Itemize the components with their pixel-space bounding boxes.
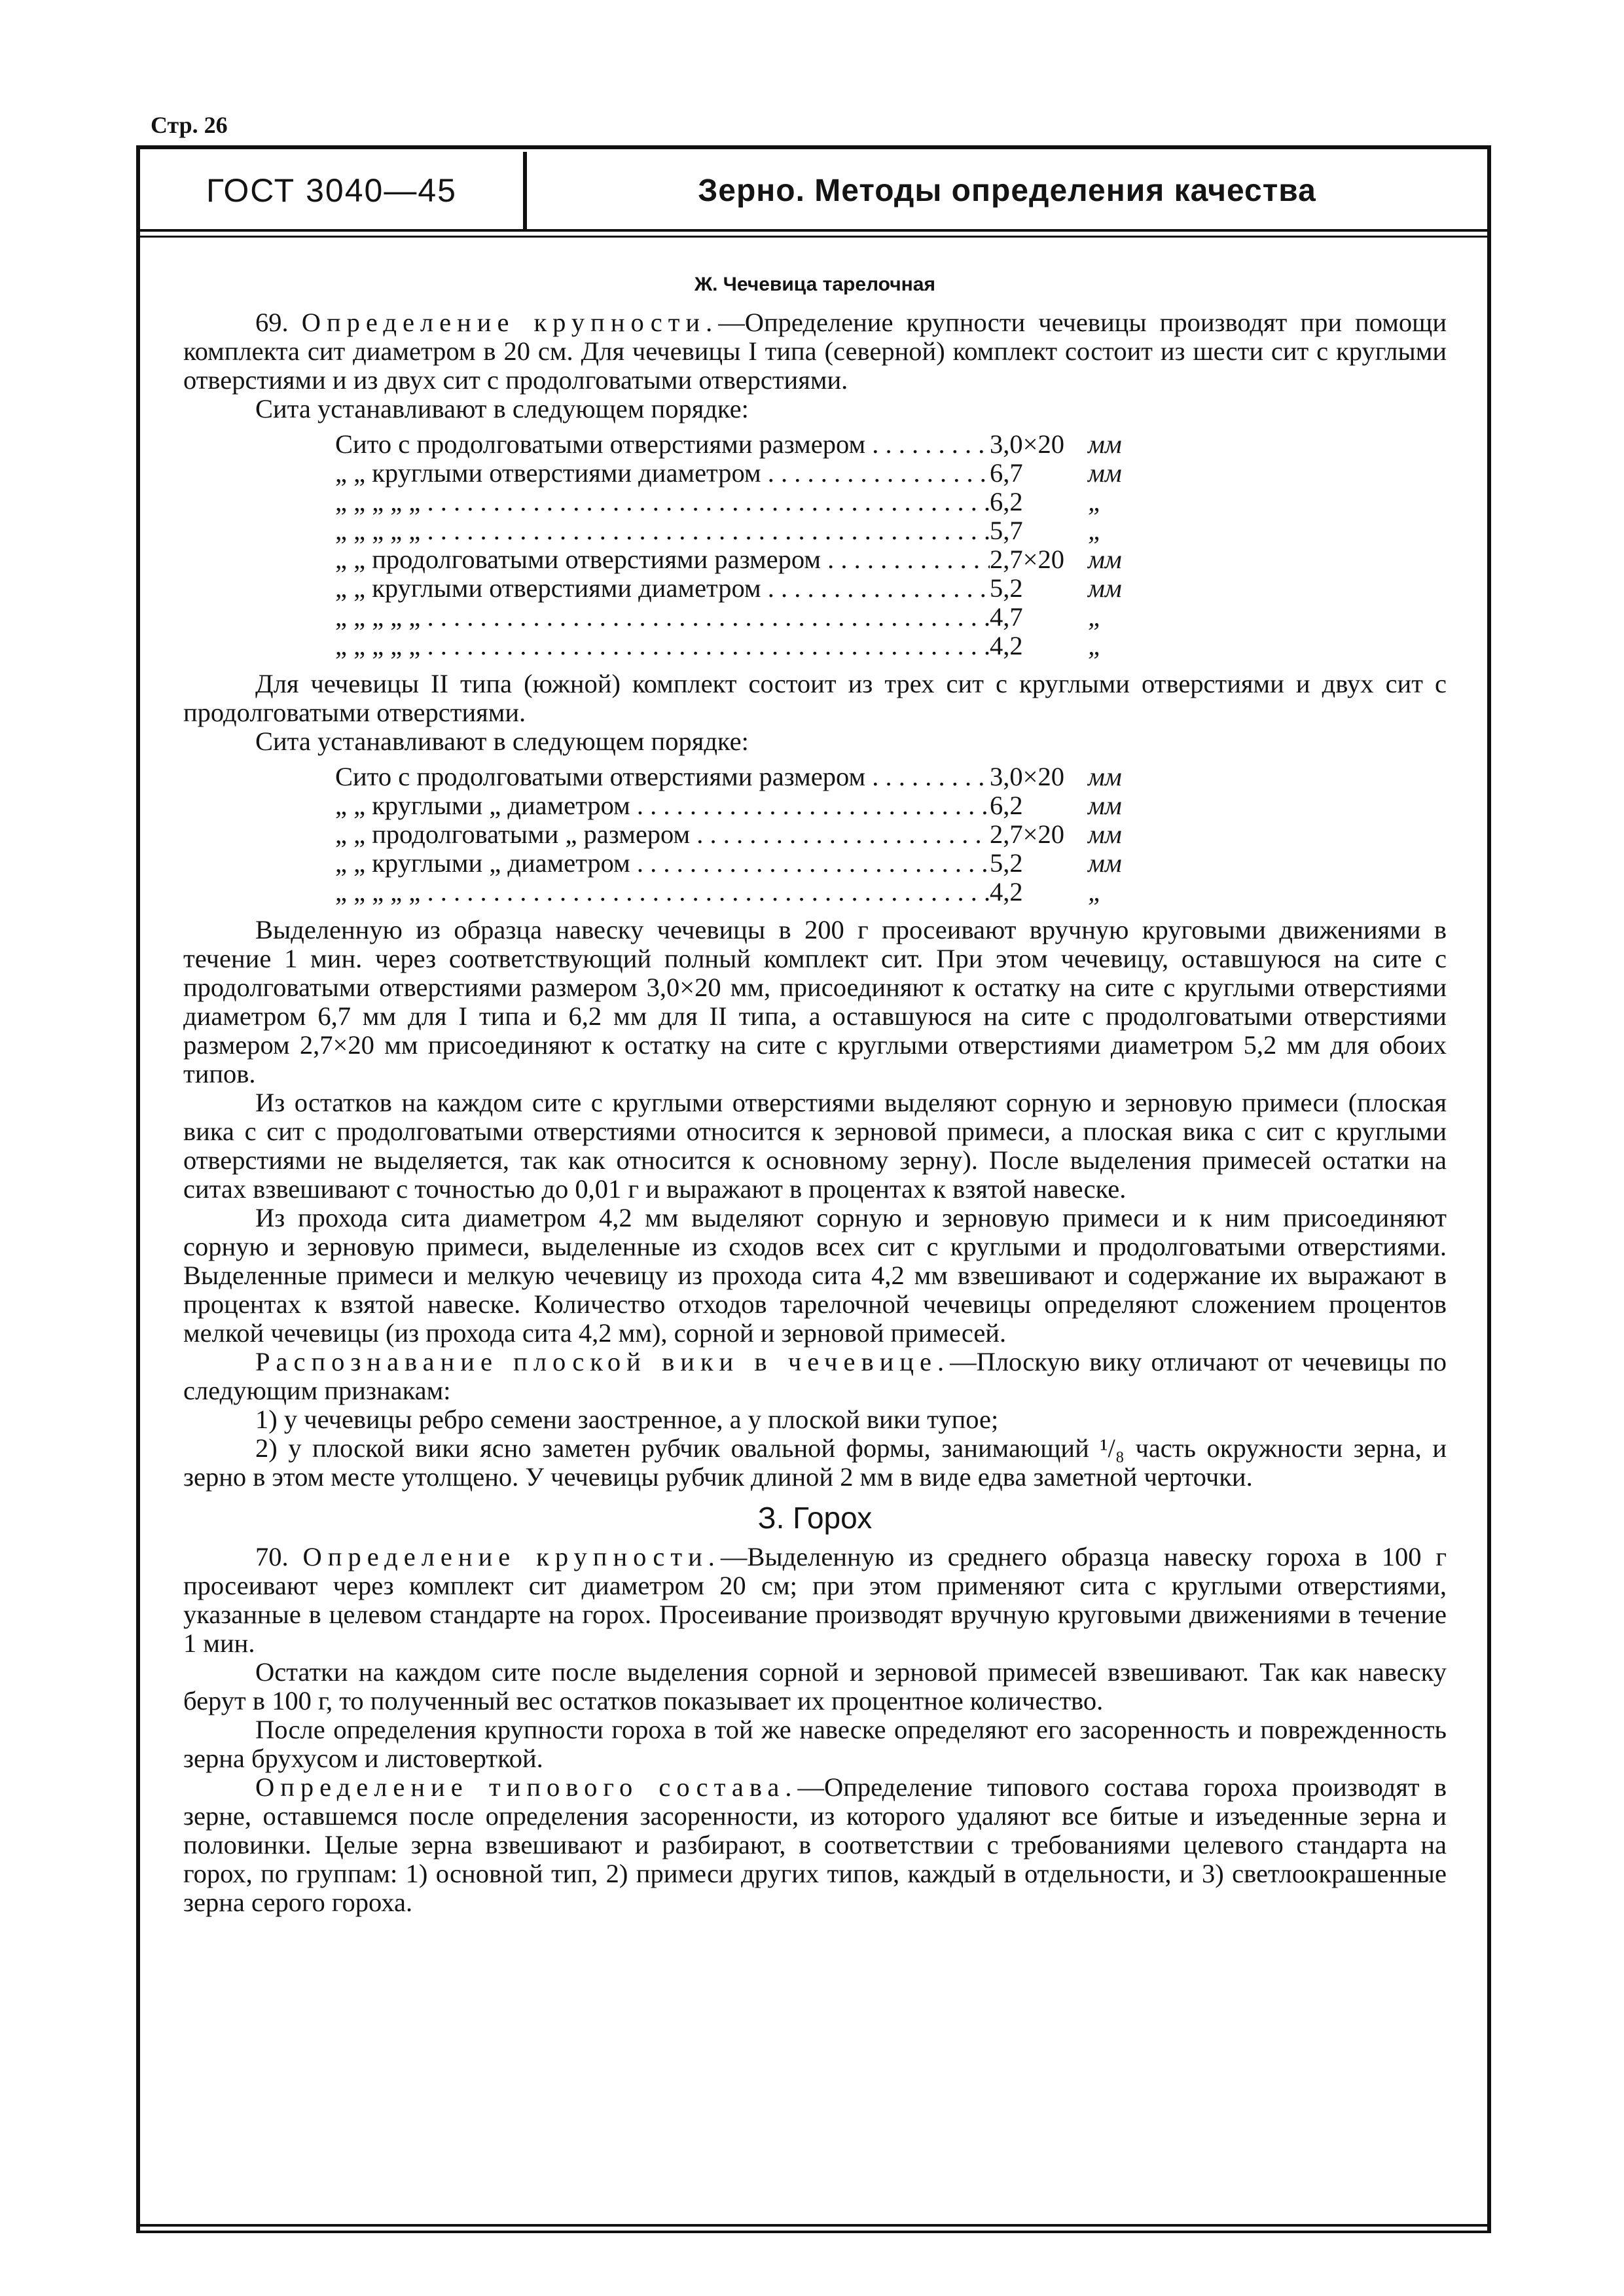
paragraph-type-composition	[183, 1773, 1447, 1917]
paragraph-70	[183, 1543, 1447, 1658]
sieve-unit: „	[1088, 602, 1103, 632]
table-row	[183, 762, 1447, 791]
sieve-size: 6,7	[990, 458, 1023, 488]
sieve-unit: мм	[1088, 819, 1122, 849]
sieve-name: „ „ „ „ „ . . .	[335, 878, 990, 906]
sieve-size: 3,0×20	[990, 429, 1064, 459]
sieve-name: „ „ „ „ „ . . .	[335, 516, 990, 545]
sieve-name: Сито с продолговатыми отверстиями размером . . .	[335, 430, 990, 459]
paragraph-contamination: После определения крупности гороха в той же навеске определяют его засоренность и поврежденность зерна брухусом и листоверткой.	[183, 1715, 1447, 1773]
paragraph-sifting: Выделенную из образца навеску чечевицы в 200 г просеивают вручную круговыми движениями в течение 1 мин. через соответствующий полный комплект сит. При этом чечевицу, оставшуюся на сите с продолговатыми отверстиями размером 3,0×20 мм, присоединяют к остатку на сите с круглыми отверстиями диаметром 6,7 мм для I типа и 6,2 мм для II типа, а оставшуюся на сите с продолговатыми отверстиями размером 2,7×20 мм присоединяют к остатку на сите с круглыми отверстиями диаметром 5,2 мм для обоих типов.	[183, 915, 1447, 1088]
paragraph-impurities: Из остатков на каждом сите с круглыми отверстиями выделяют сорную и зерновую примеси (плоская вика с сит с продолговатыми отверстиями относится к зерновой примеси, а плоская вика с сит с круглыми отверстиями не выделяется, так как относится к основному зерну). После выделения примесей остатки на ситах взвешивают с точностью до 0,01 г и выражают в процентах к взятой навеске.	[183, 1088, 1447, 1204]
sieve-size: 4,2	[990, 631, 1023, 660]
table-row	[183, 430, 1447, 459]
sieve-name: „ „ „ „ „ . . .	[335, 488, 990, 516]
list-item-vika-1: 1) у чечевицы ребро семени заостренное, а у плоской вики тупое;	[255, 1405, 999, 1434]
table-row	[183, 603, 1447, 632]
paragraph-number: 70.	[255, 1542, 289, 1571]
sieve-unit: мм	[1088, 545, 1122, 574]
paragraph-text: —Определение крупности чечевицы производят при помощи комплекта сит диаметром в 20 см. Для чечевицы I типа (северной) комплект состоит из шести сит с круглыми отверстиями и из двух сит с продолговатыми отверстиями.	[183, 308, 1447, 395]
sieve-size: 5,2	[990, 573, 1023, 603]
sieve-name: Сито с продолговатыми отверстиями размером . . .	[335, 762, 990, 791]
sieve-unit: „	[1088, 877, 1103, 906]
sieve-size: 6,2	[990, 487, 1023, 516]
paragraph-lead: Определение крупности.	[302, 1542, 721, 1571]
sieve-table-type2	[183, 762, 1447, 906]
sieve-table-type1	[183, 430, 1447, 660]
section-heading-lentil: Ж. Чечевица тарелочная	[695, 274, 935, 295]
sieve-unit: мм	[1088, 791, 1122, 820]
table-row	[183, 516, 1447, 545]
paragraph-type2: Для чечевицы II типа (южной) комплект состоит из трех сит с круглыми отверстиями и двух сит с продолговатыми отверстиями.	[183, 669, 1447, 727]
paragraph-number: 69.	[255, 308, 289, 337]
sieve-size: 4,2	[990, 877, 1023, 906]
sieve-name: „ „ круглыми „ диаметром . . .	[335, 791, 990, 820]
table-row	[183, 574, 1447, 603]
document-title: Зерно. Методы определения качества	[698, 173, 1316, 208]
sieve-unit: мм	[1088, 848, 1122, 878]
table-row	[183, 632, 1447, 660]
sieve-name: „ „ круглыми „ диаметром . . .	[335, 849, 990, 878]
paragraph-text: —Выделенную из среднего образца навеску гороха в 100 г просеивают через комплект сит диаметром 20 см; при этом применяют сита с круглыми отверстиями, указанные в целевом стандарте на горох. Просеивание производят вручную круговыми движениями в течение 1 мин.	[183, 1542, 1447, 1658]
table-row	[183, 791, 1447, 820]
sieve-unit: „	[1088, 631, 1103, 660]
paragraph-small-lentil: Из прохода сита диаметром 4,2 мм выделяют сорную и зерновую примеси и к ним присоединяют сорную и зерновую примеси, выделенные из сходов всех сит с круглыми и продолговатыми отверстиями. Выделенные примеси и мелкую чечевицу из прохода сита 4,2 мм взвешивают и содержание их выражают в процентах к взятой навеске. Количество отходов тарелочной чечевицы определяют сложением процентов мелкой чечевицы (из прохода сита 4,2 мм), сорной и зерновой примесей.	[183, 1203, 1447, 1348]
paragraph-text: —Определение типового состава гороха производят в зерне, оставшемся после определения засоренности, из которого удаляют все битые и изъеденные зерна и половинки. Целые зерна взвешивают и разбирают, в соответствии с требованиями целевого стандарта на горох, по группам: 1) основной тип, 2) примеси других типов, каждый в отдельности, и 3) светлоокрашенные зерна серого гороха.	[183, 1772, 1447, 1917]
sieve-size: 2,7×20	[990, 545, 1064, 574]
sieve-size: 4,7	[990, 602, 1023, 632]
table-row	[183, 878, 1447, 906]
sieve-unit: мм	[1088, 429, 1122, 459]
sieve-unit: мм	[1088, 762, 1122, 791]
list-item-vika-2: 2) у плоской вики ясно заметен рубчик овальной формы, занимающий ¹/₈ часть окружности зерна, и зерно в этом месте утолщено. У чечевицы рубчик длиной 2 мм в виде едва заметной черточки.	[183, 1433, 1447, 1492]
paragraph-lead: Определение крупности.	[301, 308, 719, 337]
sieve-name: „ „ продолговатыми отверстиями размером . . .	[335, 545, 990, 574]
sieve-size: 5,7	[990, 516, 1023, 545]
sieve-unit: „	[1088, 487, 1103, 516]
section-heading-peas: З. Горох	[757, 1501, 873, 1535]
document-header	[140, 152, 1487, 229]
standard-number: ГОСТ 3040—45	[140, 152, 527, 229]
sieve-name: „ „ „ „ „ . . .	[335, 603, 990, 632]
paragraph-lead: Распознавание плоской вики в чечевице.	[255, 1347, 950, 1376]
bottom-rule-2	[136, 2231, 1491, 2233]
sieve-name: „ „ „ „ „ . . .	[335, 632, 990, 660]
sieve-unit: мм	[1088, 573, 1122, 603]
paragraph-type2-order: Сита устанавливают в следующем порядке:	[255, 726, 749, 756]
table-row	[183, 488, 1447, 516]
sieve-name: „ „ круглыми отверстиями диаметром . . .	[335, 459, 990, 488]
page-number: Стр. 26	[151, 112, 228, 138]
sieve-size: 6,2	[990, 791, 1023, 820]
sieve-unit: мм	[1088, 458, 1122, 488]
paragraph-text: —Плоскую вику отличают от чечевицы по следующим признакам:	[183, 1347, 1447, 1405]
table-row	[183, 545, 1447, 574]
table-row	[183, 459, 1447, 488]
sieve-name: „ „ продолговатыми „ размером . . .	[335, 820, 990, 849]
paragraph-lead: Определение типового состава.	[255, 1772, 798, 1802]
sieve-size: 5,2	[990, 848, 1023, 878]
bottom-rule-1	[136, 2224, 1491, 2227]
sieve-size: 3,0×20	[990, 762, 1064, 791]
table-row	[183, 849, 1447, 878]
page-content	[183, 265, 1447, 1917]
paragraph-residues: Остатки на каждом сите после выделения сорной и зерновой примесей взвешивают. Так как навеску берут в 100 г, то полученный вес остатков показывает их процентное количество.	[183, 1657, 1447, 1715]
sieve-unit: „	[1088, 516, 1103, 545]
table-row	[183, 820, 1447, 849]
paragraph-69	[183, 308, 1447, 395]
paragraph-vika	[183, 1348, 1447, 1405]
sieve-size: 2,7×20	[990, 819, 1064, 849]
sieve-name: „ „ круглыми отверстиями диаметром . . .	[335, 574, 990, 603]
paragraph-order: Сита устанавливают в следующем порядке:	[255, 394, 749, 423]
